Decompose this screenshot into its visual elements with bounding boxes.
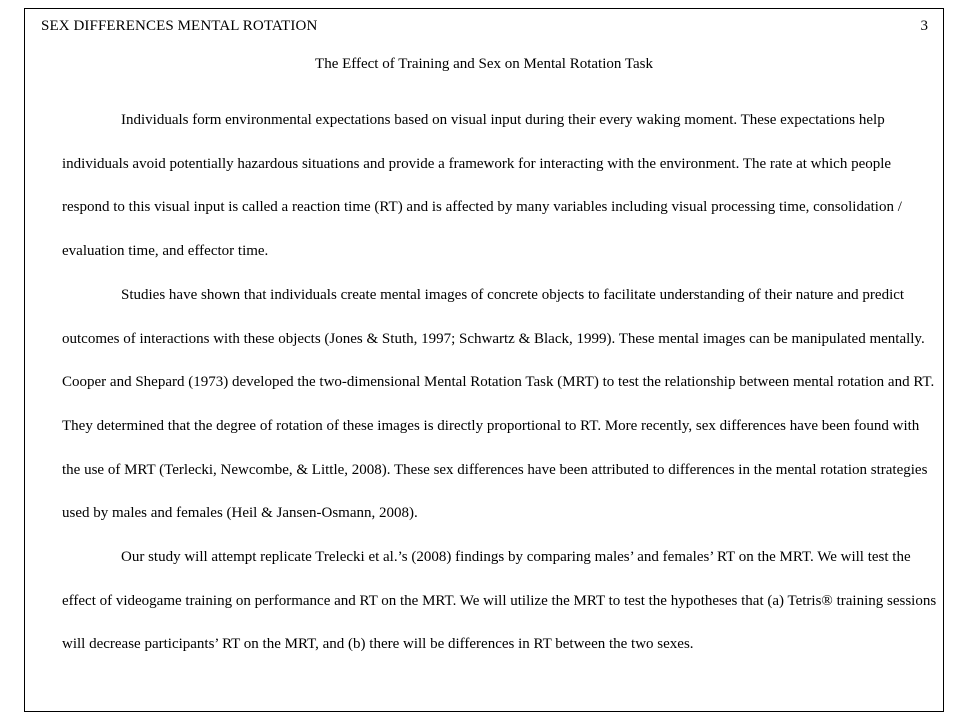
document-title: The Effect of Training and Sex on Mental Rotation Task: [315, 56, 653, 72]
paragraph-3: Our study will attempt replicate Trelecki et al.’s (2008) findings by comparing males’ and females’ RT on the MRT. We will test the effect of videogame training on performance and RT on the MRT. We will utilize the MRT to test the hypotheses that (a) Tetris® training sessions will decrease participants’ RT on the MRT, and (b) there will be differences in RT between the two sexes.: [62, 549, 937, 653]
paragraph-2: Studies have shown that individuals create mental images of concrete objects to facilitate understanding of their nature and predict outcomes of interactions with these objects (Jones & Stuth, 1997; Schwartz & Black, 1999). These mental images can be manipulated mentally. Cooper and Shepard (1973) developed the two-dimensional Mental Rotation Task (MRT) to test the relationship between mental rotation and RT. They determined that the degree of rotation of these images is directly proportional to RT. More recently, sex differences have been found with the use of MRT (Terlecki, Newcombe, & Little, 2008). These sex differences have been attributed to differences in the mental rotation strategies used by males and females (Heil & Jansen-Osmann, 2008).: [62, 286, 935, 522]
document-body: [62, 99, 938, 667]
document-page: [24, 8, 944, 712]
page-number: 3: [920, 18, 928, 34]
paragraph-1: Individuals form environmental expectations based on visual input during their every waking moment. These expectations help individuals avoid potentially hazardous situations and provide a framework for interacting with the environment. The rate at which people respond to this visual input is called a reaction time (RT) and is affected by many variables including visual processing time, consolidation / evaluation time, and effector time.: [62, 112, 902, 260]
running-head: SEX DIFFERENCES MENTAL ROTATION: [41, 18, 318, 34]
